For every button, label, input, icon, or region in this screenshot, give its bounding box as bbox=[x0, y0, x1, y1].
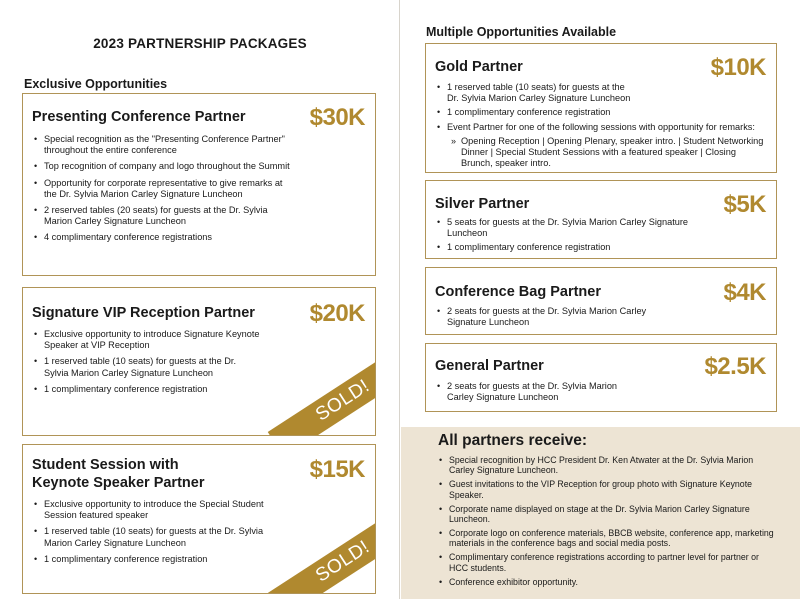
card-title bbox=[32, 456, 204, 492]
card-title: Gold Partner bbox=[435, 59, 523, 75]
benefit-list bbox=[435, 306, 665, 331]
card-price: $30K bbox=[309, 104, 365, 131]
card-title: General Partner bbox=[435, 358, 544, 374]
list-item: • 1 complimentary conference registration bbox=[435, 107, 770, 118]
list-item: • 1 reserved table (10 seats) for guests at the Dr. Sylvia Marion Carley Signature Luncheon bbox=[32, 526, 292, 548]
benefit-list bbox=[32, 134, 292, 249]
sold-label: SOLD! bbox=[312, 375, 374, 426]
card-silver bbox=[425, 180, 777, 259]
list-item: • Top recognition of company and logo throughout the Summit bbox=[32, 161, 292, 172]
list-item bbox=[435, 122, 770, 170]
all-partners-list bbox=[437, 455, 777, 590]
benefit-list bbox=[32, 329, 262, 400]
list-item: • 1 complimentary conference registration bbox=[435, 242, 705, 253]
multiple-heading: Multiple Opportunities Available bbox=[426, 25, 617, 39]
session-sublist bbox=[447, 136, 770, 170]
benefit-list bbox=[435, 381, 635, 406]
card-title-line: Student Session with bbox=[32, 457, 179, 473]
exclusive-heading: Exclusive Opportunities bbox=[24, 77, 168, 91]
card-gold bbox=[425, 43, 777, 173]
list-item: • 1 complimentary conference registration bbox=[32, 554, 292, 565]
card-price: $15K bbox=[309, 456, 365, 483]
card-price: $2.5K bbox=[704, 353, 766, 380]
list-item: • 2 reserved tables (20 seats) for guests at the Dr. Sylvia Marion Carley Signature Luncheon bbox=[32, 205, 292, 227]
sold-banner bbox=[268, 345, 376, 436]
sold-label: SOLD! bbox=[312, 536, 374, 587]
card-title: Presenting Conference Partner bbox=[32, 109, 246, 125]
list-item-text: Event Partner for one of the following sessions with opportunity for remarks: bbox=[447, 121, 755, 132]
card-title: Silver Partner bbox=[435, 196, 530, 212]
benefit-list bbox=[435, 82, 770, 172]
card-conference-bag bbox=[425, 267, 777, 335]
card-student-session bbox=[22, 444, 376, 594]
list-item: • Complimentary conference registrations according to partner level for partner or HCC students. bbox=[437, 552, 777, 573]
list-item: • Special recognition as the "Presenting Conference Partner" throughout the entire conference bbox=[32, 134, 292, 156]
card-title: Signature VIP Reception Partner bbox=[32, 305, 255, 321]
list-item: • 5 seats for guests at the Dr. Sylvia Marion Carley Signature Luncheon bbox=[435, 217, 705, 239]
all-partners-title: All partners receive: bbox=[438, 432, 588, 449]
list-item: • 4 complimentary conference registrations bbox=[32, 232, 292, 243]
card-presenting bbox=[22, 93, 376, 276]
benefit-list bbox=[435, 217, 705, 257]
sub-list-item: » Opening Reception | Opening Plenary, speaker intro. | Student Networking Dinner | Special Student Sessions with a featured speaker | Closing Brunch, speaker intro. bbox=[447, 136, 770, 170]
list-item: • 1 complimentary conference registration bbox=[32, 384, 262, 395]
column-divider bbox=[399, 0, 400, 599]
list-item: • 2 seats for guests at the Dr. Sylvia Marion Carley Signature Luncheon bbox=[435, 381, 635, 403]
list-item: • Corporate name displayed on stage at the Dr. Sylvia Marion Carley Signature Luncheon. bbox=[437, 504, 777, 525]
card-title: Conference Bag Partner bbox=[435, 284, 601, 300]
list-item: • Exclusive opportunity to introduce the Special Student Session featured speaker bbox=[32, 499, 292, 521]
card-price: $4K bbox=[723, 279, 766, 306]
card-price: $20K bbox=[309, 300, 365, 327]
card-vip-reception bbox=[22, 287, 376, 436]
list-item: • 1 reserved table (10 seats) for guests at the Dr. Sylvia Marion Carley Signature Luncheon bbox=[32, 356, 262, 378]
list-item: • 2 seats for guests at the Dr. Sylvia Marion Carley Signature Luncheon bbox=[435, 306, 665, 328]
page-title: 2023 PARTNERSHIP PACKAGES bbox=[93, 36, 307, 51]
list-item: • Opportunity for corporate representative to give remarks at the Dr. Sylvia Marion Carley Signature Luncheon bbox=[32, 178, 292, 200]
card-general bbox=[425, 343, 777, 412]
list-item: • Special recognition by HCC President Dr. Ken Atwater at the Dr. Sylvia Marion Carley Signature Luncheon. bbox=[437, 455, 777, 476]
list-item: • Exclusive opportunity to introduce Signature Keynote Speaker at VIP Reception bbox=[32, 329, 262, 351]
card-price: $10K bbox=[710, 54, 766, 81]
list-item: • Corporate logo on conference materials, BBCB website, conference app, marketing materials in the conference bags and social media posts. bbox=[437, 528, 777, 549]
card-title-line: Keynote Speaker Partner bbox=[32, 475, 205, 491]
benefit-list bbox=[32, 499, 292, 570]
list-item: • Conference exhibitor opportunity. bbox=[437, 577, 777, 587]
list-item: • Guest invitations to the VIP Reception for group photo with Signature Keynote Speaker. bbox=[437, 479, 777, 500]
all-partners-box bbox=[401, 427, 800, 599]
list-item: • 1 reserved table (10 seats) for guests at the Dr. Sylvia Marion Carley Signature Luncheon bbox=[435, 82, 637, 104]
card-price: $5K bbox=[723, 191, 766, 218]
